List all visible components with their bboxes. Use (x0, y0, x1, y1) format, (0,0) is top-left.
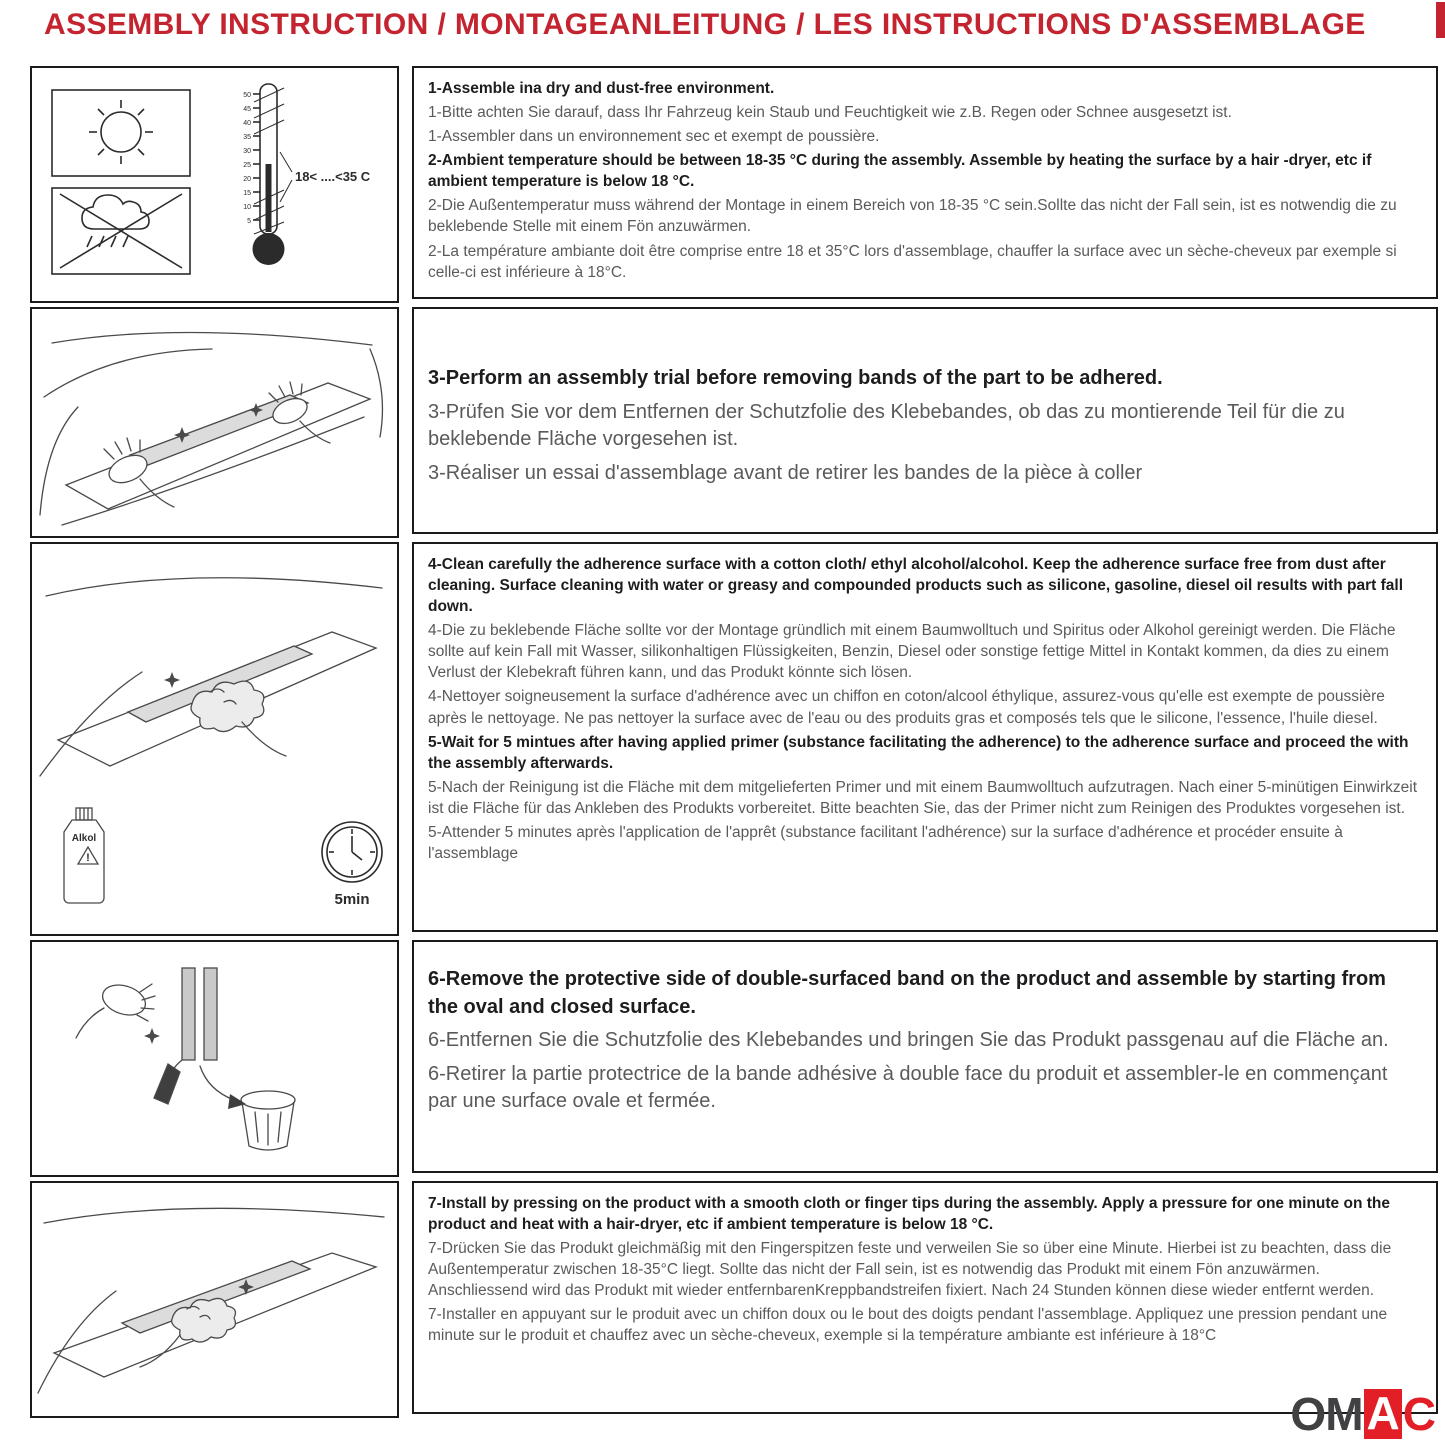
section-5-text (412, 1181, 1438, 1414)
instruction-en: 3-Perform an assembly trial before removing bands of the part to be adhered. (428, 367, 1163, 389)
logo-c-letter: C (1402, 1388, 1435, 1440)
section-remove-protective-band (30, 940, 1438, 1173)
instruction-fr: 5-Attender 5 minutes après l'application de l'apprêt (substance facilitant l'adhérence) sur la surface d'adhérence et procéder ensuite à l'assemblage (428, 823, 1343, 863)
section-clean-surface-primer (30, 542, 1438, 932)
section-1-text (412, 66, 1438, 299)
svg-text:40: 40 (243, 120, 251, 127)
instruction-en: 2-Ambient temperature should be between 18-35 °C during the assembly. Assemble by heating the surface by a hair -dryer, etc if ambient temperature is below 18 °C. (428, 152, 1372, 191)
svg-text:35: 35 (243, 134, 251, 141)
temperature-range-label: 18< ....<35 C (295, 169, 371, 184)
section-3-text (412, 542, 1438, 932)
svg-text:15: 15 (243, 190, 251, 197)
instruction-en: 5-Wait for 5 mintues after having applied primer (substance facilitating the adherence) to the adherence surface and proceed the with the assembly afterwards. (428, 733, 1409, 772)
instruction-fr: 1-Assembler dans un environnement sec et exempt de poussière. (428, 128, 880, 146)
svg-text:30: 30 (243, 148, 251, 155)
section-assembly-trial (30, 307, 1438, 534)
instruction-fr: 6-Retirer la partie protectrice de la bande adhésive à double face du produit et assembler-le en commençant par une surface ovale et fermée. (428, 1062, 1388, 1113)
instruction-de: 4-Die zu beklebende Fläche sollte vor der Montage gründlich mit einem Baumwolltuch und Spiritus oder Alkohol gereinigt werden. Die Fläche sollte auf kein Fall mit Wasser, silikonhaltigen Flüssigkeiten, Benzin, Diesel oder sonstige fettige Mittel in Kontakt kommen, da dies zu einem Verlust der Klebekraft führen kann, und das Produkt könnte sich lösen. (428, 622, 1396, 682)
peel-band-trash-icon (32, 942, 397, 1175)
instruction-en: 1-Assemble ina dry and dust-free environment. (428, 80, 775, 97)
instruction-de: 6-Entfernen Sie die Schutzfolie des Klebebandes und bringen Sie das Produkt passgenau auf die Fläche an. (428, 1029, 1389, 1052)
omac-logo (1290, 1389, 1435, 1439)
remove-band-illustration (30, 940, 399, 1177)
svg-text:5: 5 (247, 218, 251, 225)
cleaning-alcohol-clock-icon (32, 544, 397, 934)
warning-exclamation: ! (86, 852, 90, 864)
sun-rain-thermometer-icon (32, 68, 397, 301)
press-cloth-icon (32, 1183, 397, 1416)
instruction-de: 5-Nach der Reinigung ist die Fläche mit dem mitgelieferten Primer und mit einem Baumwolltuch aufzutragen. Nach einer 5-minütigen Einwirkzeit ist die Fläche für das Ankleben des Produkts vorbereitet. Bitte beachten Sie, das der Primer nicht zum Reinigen des Produktes vorgesehen ist. (428, 778, 1418, 817)
instruction-de: 1-Bitte achten Sie darauf, dass Ihr Fahrzeug kein Staub und Feuchtigkeit wie z.B. Regen oder Schnee ausgesetzt ist. (428, 104, 1232, 122)
section-press-install (30, 1181, 1438, 1414)
instruction-de: 7-Drücken Sie das Produkt gleichmäßig mit den Fingerspitzen feste und verweilen Sie so über eine Minute. Hierbei ist zu beachten, dass die Außentemperatur zwischen 18-35°C liegt. Sollte das nicht der Fall sein, ist es notwendig das Produkt mit einem Fön anzuwärmen. Anschliessend wird das Produkt mit wieder entfernbarenKreppbandstreifen fixiert. Nach 24 Stunden können diese wieder entfernt werden. (428, 1240, 1392, 1300)
logo-a-letter: A (1364, 1389, 1402, 1439)
section-4-text (412, 940, 1438, 1173)
red-accent-stripe (1436, 2, 1445, 38)
instruction-en: 6-Remove the protective side of double-surfaced band on the product and assemble by starting from the oval and closed surface. (428, 968, 1386, 1018)
instruction-en: 7-Install by pressing on the product with a smooth cloth or finger tips during the assembly. Apply a pressure for one minute on the product and heat with a hair-dryer, etc if ambient temperature is below 18 °C. (428, 1195, 1390, 1234)
assembly-trial-illustration (30, 307, 399, 538)
instruction-rows (30, 66, 1438, 1414)
clean-surface-illustration (30, 542, 399, 936)
svg-text:10: 10 (243, 204, 251, 211)
logo-om-letters: OM (1290, 1388, 1363, 1440)
alcohol-bottle-label: Alkol (71, 833, 97, 844)
svg-text:45: 45 (243, 106, 251, 113)
page-title: ASSEMBLY INSTRUCTION / MONTAGEANLEITUNG / LES INSTRUCTIONS D'ASSEMBLAGE (44, 8, 1366, 41)
instruction-de: 3-Prüfen Sie vor dem Entfernen der Schutzfolie des Klebebandes, ob das zu montierende Teil für die zu beklebende Fläche vorgesehen ist. (428, 400, 1345, 451)
instruction-fr: 3-Réaliser un essai d'assemblage avant de retirer les bandes de la pièce à coller (428, 461, 1143, 484)
five-minutes-label: 5min (334, 891, 370, 908)
svg-text:20: 20 (243, 176, 251, 183)
environment-temperature-illustration (30, 66, 399, 303)
door-sill-install-icon (32, 309, 397, 536)
section-environment-temperature (30, 66, 1438, 299)
instruction-fr: 7-Installer en appuyant sur le produit avec un chiffon doux ou le bout des doigts pendant l'assemblage. Appliquez une pression pendant une minute sur le produit et chauffez avec un sèche-cheveux, exemple si la température ambiante est inférieure à 18°C (428, 1306, 1388, 1345)
instruction-en: 4-Clean carefully the adherence surface with a cotton cloth/ ethyl alcohol/alcohol. Keep the adherence surface free from dust after cleaning. Surface cleaning with water or greasy and compounded products such as silicone, gasoline, diesel oil results with part fall down. (428, 556, 1404, 616)
instruction-fr: 4-Nettoyer soigneusement la surface d'adhérence avec un chiffon en coton/alcool éthylique, assurez-vous qu'elle est exempte de poussière après le nettoyage. Ne pas nettoyer la surface avec de l'eau ou des produits gras et composés tels que le silicone, l'essence, l'huile diesel. (428, 688, 1385, 727)
svg-text:25: 25 (243, 162, 251, 169)
svg-text:50: 50 (243, 92, 251, 99)
instruction-de: 2-Die Außentemperatur muss während der Montage in einem Bereich von 18-35 °C sein.Sollte das nicht der Fall sein, ist es notwendig die zu beklebende Stelle mit einem Fön anzuwärmen. (428, 197, 1397, 236)
press-install-illustration (30, 1181, 399, 1418)
instruction-fr: 2-La température ambiante doit être comprise entre 18 et 35°C lors d'assemblage, chauffer la surface avec un sèche-cheveux par exemple si celle-ci est inférieure à 18°C. (428, 242, 1397, 281)
section-2-text (412, 307, 1438, 534)
